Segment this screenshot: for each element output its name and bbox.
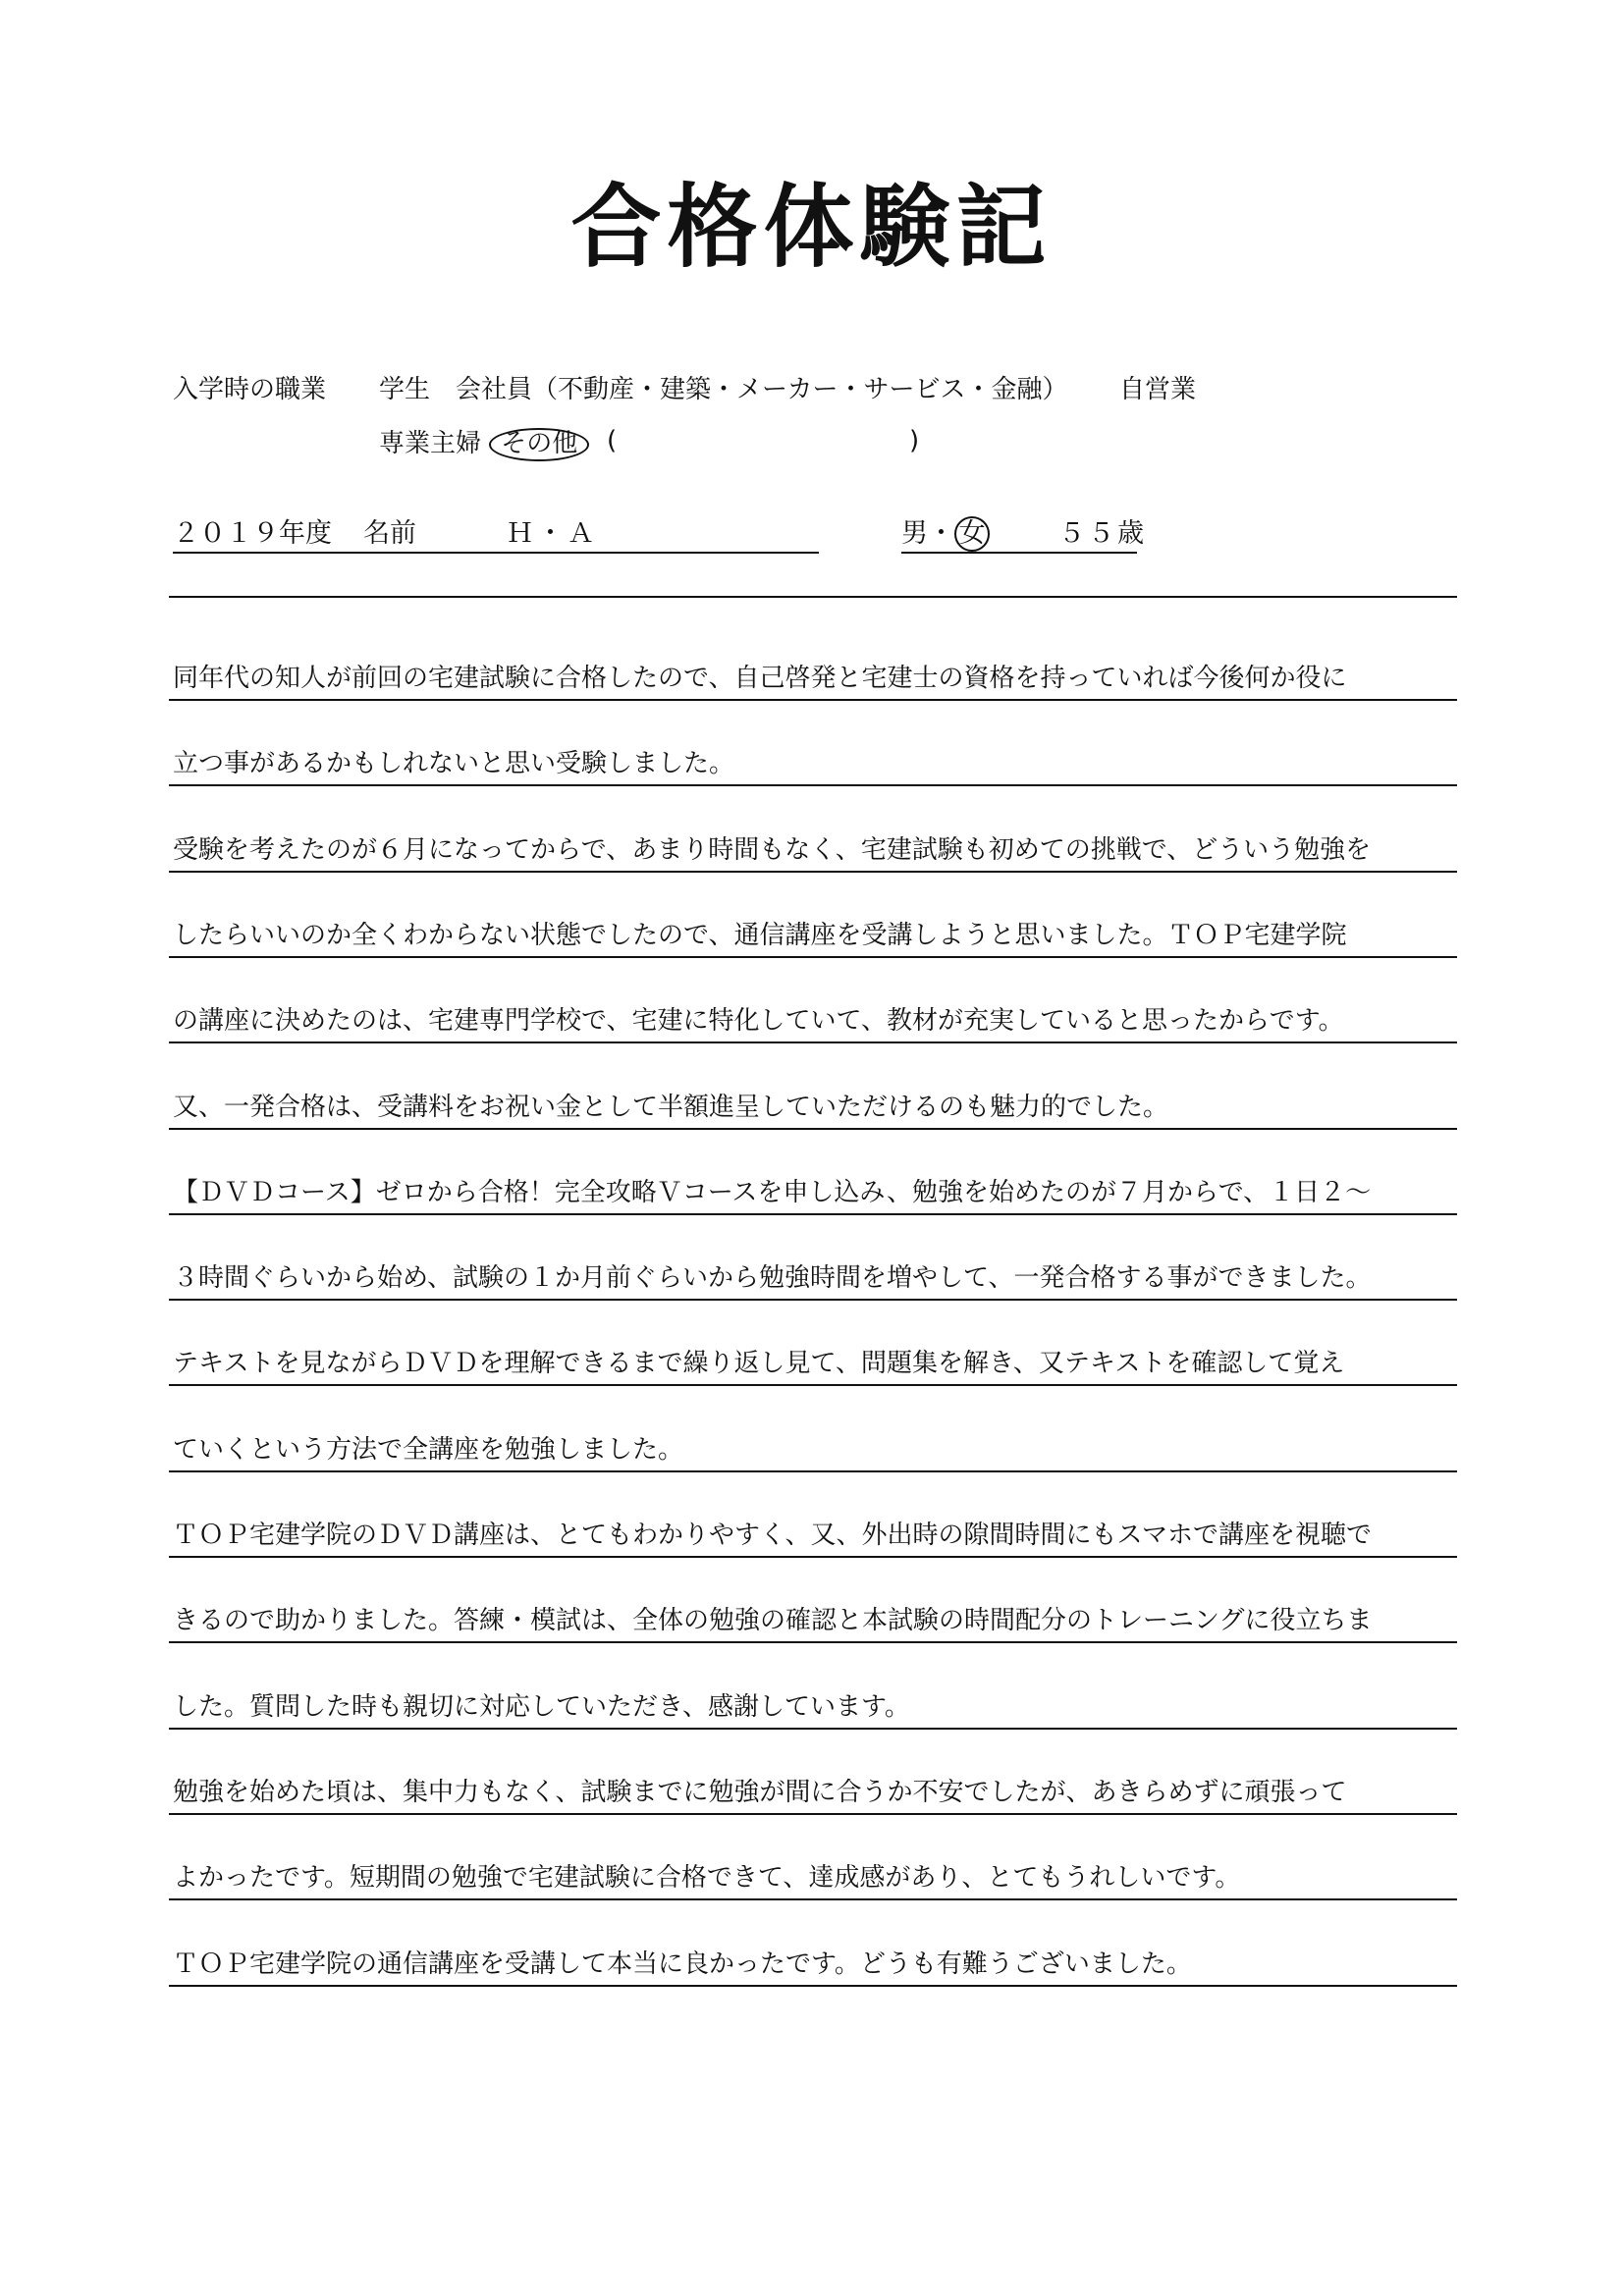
document-title: 合格体験記 [570, 175, 1053, 280]
name-underline [363, 552, 819, 554]
occupation-options-line2 [379, 428, 589, 461]
gender-field [901, 516, 990, 552]
essay-line-rule [169, 1985, 1457, 1987]
essay-line [169, 1214, 1457, 1301]
essay-line-text: 【ＤＶＤコース】ゼロから合格！完全攻略Ｖコースを申し込み、勉強を始めたのが７月からで、１日２～ [173, 1177, 1372, 1207]
essay-line [169, 1643, 1457, 1730]
essay-line [169, 614, 1457, 701]
name-value: Ｈ・Ａ [507, 518, 598, 549]
essay-line-text: ＴＯＰ宅建学院のＤＶＤ講座は、とてもわかりやすく、又、外出時の隙間時間にもスマホで講座を視聴で [173, 1521, 1372, 1550]
essay-line-text: 受験を考えたのが６月になってからで、あまり時間もなく、宅建試験も初めての挑戦で、どういう勉強を [173, 834, 1372, 865]
essay-line-text: きるので助かりました。答練・模試は、全体の勉強の確認と本試験の時間配分のトレーニングに役立ちま [173, 1606, 1373, 1636]
year-underline [173, 552, 365, 554]
essay-line-text: テキストを見ながらＤＶＤを理解できるまで繰り返し見て、問題集を解き、又テキストを確認して覚え [173, 1349, 1345, 1379]
occupation-housewife: 専業主婦 [379, 429, 482, 458]
essay-line-text: ていくという方法で全講座を勉強しました。 [173, 1434, 684, 1465]
essay-line [169, 700, 1457, 786]
essay-line [169, 1129, 1457, 1215]
essay-line [169, 957, 1457, 1043]
essay-line [169, 1814, 1457, 1900]
essay-line [169, 1729, 1457, 1815]
essay-line-text: した。質問した時も親切に対応していただき、感謝しています。 [173, 1691, 910, 1722]
occupation-label: 入学時の職業 [173, 375, 327, 404]
essay-line [169, 1557, 1457, 1643]
essay-line-text: したらいいのか全くわからない状態でしたので、通信講座を受講しようと思いました。ＴＯＰ宅建学院 [173, 920, 1347, 950]
essay-line [169, 1386, 1457, 1472]
essay-line-text: ＴＯＰ宅建学院の通信講座を受講して本当に良かったです。どうも有難うございました。 [173, 1949, 1192, 1979]
exam-year: ２０１９年度 [173, 518, 332, 549]
essay-line [169, 1471, 1457, 1558]
gender-female-circled: 女 [954, 516, 990, 552]
header-divider [169, 596, 1457, 598]
essay-line-text: 立つ事があるかもしれないと思い受験しました。 [173, 749, 735, 779]
essay-line-text: ３時間ぐらいから始め、試験の１か月前ぐらいから勉強時間を増やして、一発合格する事ができました。 [173, 1263, 1372, 1294]
occupation-paren-close: ) [909, 426, 920, 455]
gender-male: 男・ [901, 518, 954, 549]
essay-line [169, 1043, 1457, 1130]
age-value: ５５歳 [1058, 518, 1147, 549]
essay-line-text: の講座に決めたのは、宅建専門学校で、宅建に特化していて、教材が充実していると思ったからです。 [173, 1006, 1344, 1037]
essay-line [169, 786, 1457, 873]
gender-age-underline [901, 552, 1137, 554]
occupation-other-circled: その他 [489, 428, 589, 461]
essay-line [169, 1900, 1457, 1987]
occupation-options-line1: 学生 会社員（不動産・建築・メーカー・サービス・金融） [379, 375, 1068, 404]
name-label: 名前 [363, 518, 416, 549]
occupation-self-employed: 自営業 [1119, 375, 1197, 404]
essay-line [169, 872, 1457, 958]
essay-line [169, 1300, 1457, 1386]
essay-line-text: 勉強を始めた頃は、集中力もなく、試験までに勉強が間に合うか不安でしたが、あきらめずに頑張って [173, 1777, 1347, 1807]
essay-line-text: よかったです。短期間の勉強で宅建試験に合格できて、達成感があり、とてもうれしいです。 [173, 1863, 1241, 1894]
essay-line-text: 同年代の知人が前回の宅建試験に合格したので、自己啓発と宅建士の資格を持っていれば今後何か役に [173, 664, 1347, 693]
essay-line-text: 又、一発合格は、受講料をお祝い金として半額進呈していただけるのも魅力的でした。 [173, 1092, 1169, 1122]
occupation-paren-open: ( [607, 426, 618, 455]
